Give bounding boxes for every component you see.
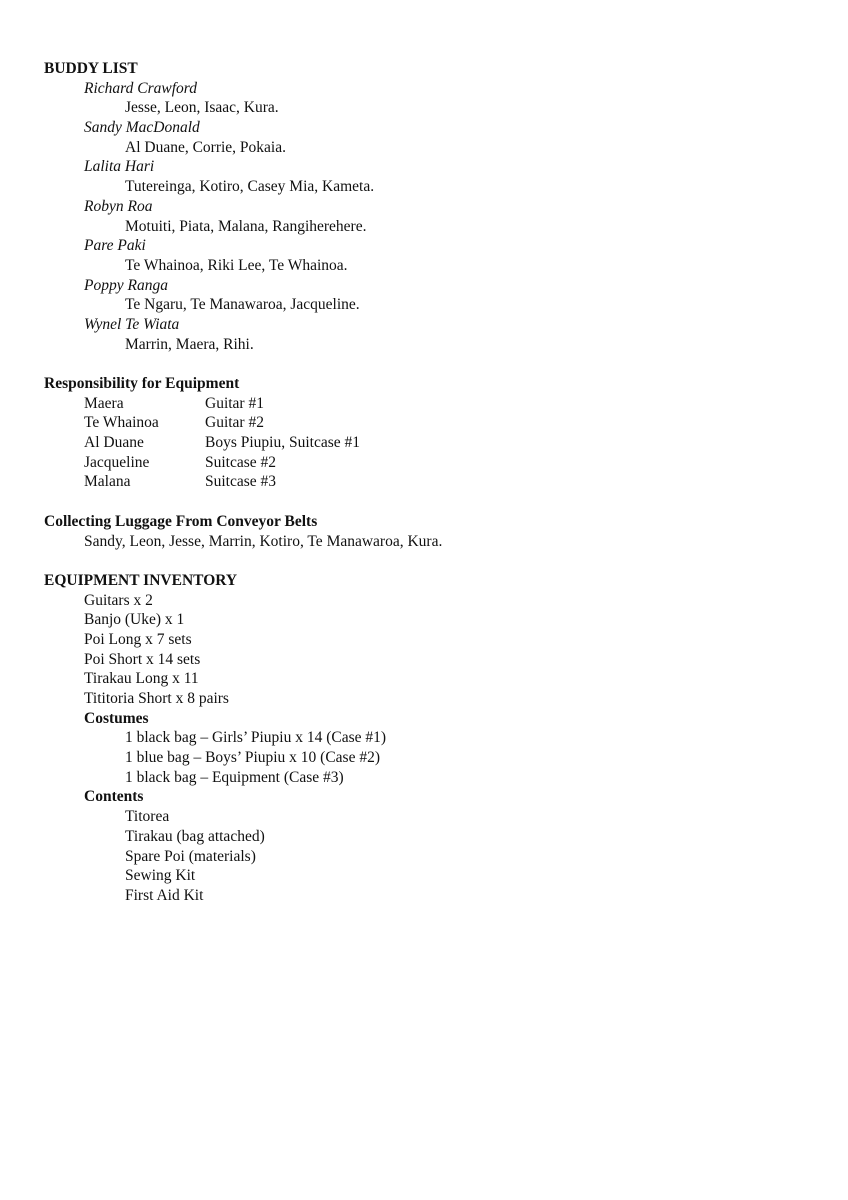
buddy-list-section [44, 59, 824, 354]
inventory-item: Guitars x 2 [84, 591, 153, 609]
buddy-leader: Richard Crawford [84, 79, 197, 97]
buddy-group [44, 236, 824, 275]
contents-item: Tirakau (bag attached) [125, 827, 265, 845]
responsible-item: Suitcase #2 [205, 453, 277, 471]
inventory-item: Tititoria Short x 8 pairs [84, 690, 229, 707]
responsible-person: Maera [84, 394, 124, 412]
responsible-person: Te Whainoa [84, 414, 159, 432]
inventory-item: Poi Long x 7 sets [84, 630, 192, 648]
buddy-group [44, 315, 824, 354]
luggage-section [44, 512, 824, 551]
responsibility-heading: Responsibility for Equipment [44, 375, 240, 392]
buddy-group [44, 197, 824, 236]
buddy-members: Te Whainoa, Riki Lee, Te Whainoa. [125, 256, 348, 274]
section-spacer [44, 354, 824, 374]
buddy-members: Marrin, Maera, Rihi. [125, 335, 254, 353]
buddy-members: Motuiti, Piata, Malana, Rangiherehere. [125, 217, 367, 235]
contents-subheading: Contents [84, 788, 144, 806]
inventory-section [44, 571, 824, 906]
contents-item: Titorea [125, 808, 170, 826]
responsibility-row [44, 394, 824, 414]
costumes-subheading: Costumes [84, 709, 149, 727]
contents-item: Spare Poi (materials) [125, 847, 256, 865]
buddy-leader: Lalita Hari [84, 158, 155, 176]
inventory-item: Tirakau Long x 11 [84, 670, 199, 688]
buddy-members: Tutereinga, Kotiro, Casey Mia, Kameta. [125, 178, 375, 196]
responsibility-row [44, 453, 824, 473]
buddy-members: Te Ngaru, Te Manawaroa, Jacqueline. [125, 296, 360, 314]
luggage-heading: Collecting Luggage From Conveyor Belts [44, 512, 318, 530]
buddy-leader: Wynel Te Wiata [84, 315, 180, 333]
buddy-group [44, 157, 824, 196]
responsible-person: Jacqueline [84, 453, 150, 471]
inventory-item: Banjo (Uke) x 1 [84, 611, 185, 629]
contents-item: First Aid Kit [125, 886, 204, 904]
buddy-list-heading: BUDDY LIST [44, 60, 138, 77]
buddy-members: Jesse, Leon, Isaac, Kura. [125, 99, 279, 117]
inventory-item: Poi Short x 14 sets [84, 650, 201, 668]
document-page [44, 59, 824, 906]
responsibility-row [44, 413, 824, 433]
buddy-leader: Sandy MacDonald [84, 119, 200, 137]
responsibility-section [44, 374, 824, 492]
responsible-person: Malana [84, 473, 131, 491]
buddy-leader: Poppy Ranga [84, 276, 168, 294]
responsible-person: Al Duane [84, 434, 144, 452]
buddy-members: Al Duane, Corrie, Pokaia. [125, 138, 286, 156]
section-spacer [44, 551, 824, 571]
inventory-heading: EQUIPMENT INVENTORY [44, 571, 238, 589]
responsible-item: Guitar #2 [205, 414, 264, 432]
costume-item: 1 black bag – Equipment (Case #3) [125, 768, 344, 786]
responsible-item: Suitcase #3 [205, 473, 277, 491]
buddy-leader: Pare Paki [84, 237, 146, 255]
buddy-group [44, 79, 824, 118]
buddy-group [44, 276, 824, 315]
responsibility-row [44, 433, 824, 453]
responsible-item: Boys Piupiu, Suitcase #1 [205, 434, 361, 452]
buddy-group [44, 118, 824, 157]
responsibility-row [44, 472, 824, 492]
responsible-item: Guitar #1 [205, 394, 264, 412]
costume-item: 1 black bag – Girls’ Piupiu x 14 (Case #1) [125, 729, 387, 747]
section-spacer [44, 492, 824, 512]
buddy-leader: Robyn Roa [84, 197, 153, 215]
costume-item: 1 blue bag – Boys’ Piupiu x 10 (Case #2) [125, 749, 381, 767]
luggage-names: Sandy, Leon, Jesse, Marrin, Kotiro, Te Manawaroa, Kura. [84, 532, 443, 550]
contents-item: Sewing Kit [125, 867, 196, 885]
